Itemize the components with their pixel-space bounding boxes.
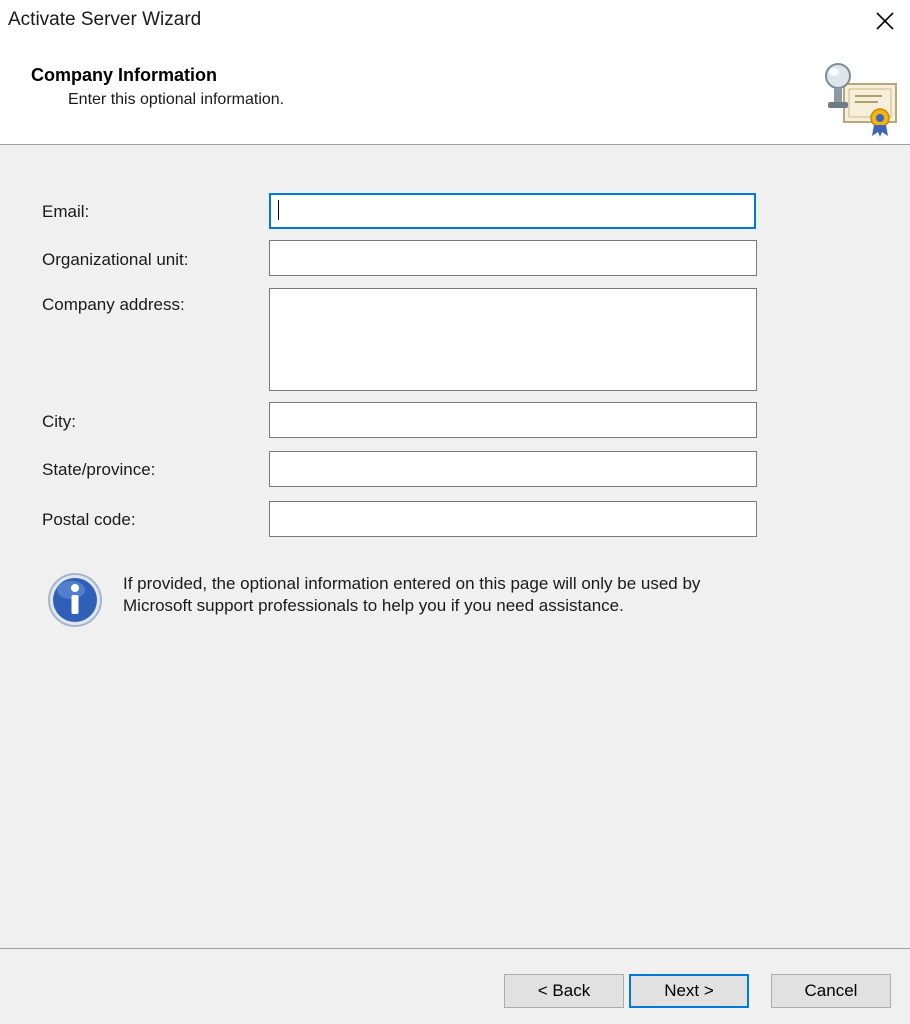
title-bar (0, 0, 910, 44)
back-button[interactable]: < Back (504, 974, 624, 1008)
certificate-server-icon (822, 58, 902, 138)
org-unit-field[interactable] (269, 240, 757, 276)
next-button[interactable]: Next > (629, 974, 749, 1008)
info-icon (47, 572, 103, 628)
email-field[interactable] (269, 193, 756, 229)
org-unit-label: Organizational unit: (42, 250, 189, 269)
company-address-label: Company address: (42, 295, 185, 314)
close-icon (875, 11, 895, 31)
wizard-header (0, 44, 910, 145)
postal-code-label: Postal code: (42, 510, 136, 529)
footer-divider (0, 948, 910, 949)
close-button[interactable] (866, 2, 904, 40)
window-title: Activate Server Wizard (8, 9, 202, 30)
cancel-button[interactable]: Cancel (771, 974, 891, 1008)
state-province-label: State/province: (42, 460, 156, 479)
info-message: If provided, the optional information entered on this page will only be used by Microsoft support professionals to help you if you need assistance. (123, 574, 701, 615)
email-label: Email: (42, 202, 90, 221)
page-subtitle: Enter this optional information. (68, 91, 285, 108)
postal-code-field[interactable] (269, 501, 757, 537)
city-label: City: (42, 412, 76, 431)
state-province-field[interactable] (269, 451, 757, 487)
city-field[interactable] (269, 402, 757, 438)
text-caret (278, 200, 279, 220)
company-address-field[interactable] (269, 288, 757, 391)
page-title: Company Information (31, 65, 218, 85)
